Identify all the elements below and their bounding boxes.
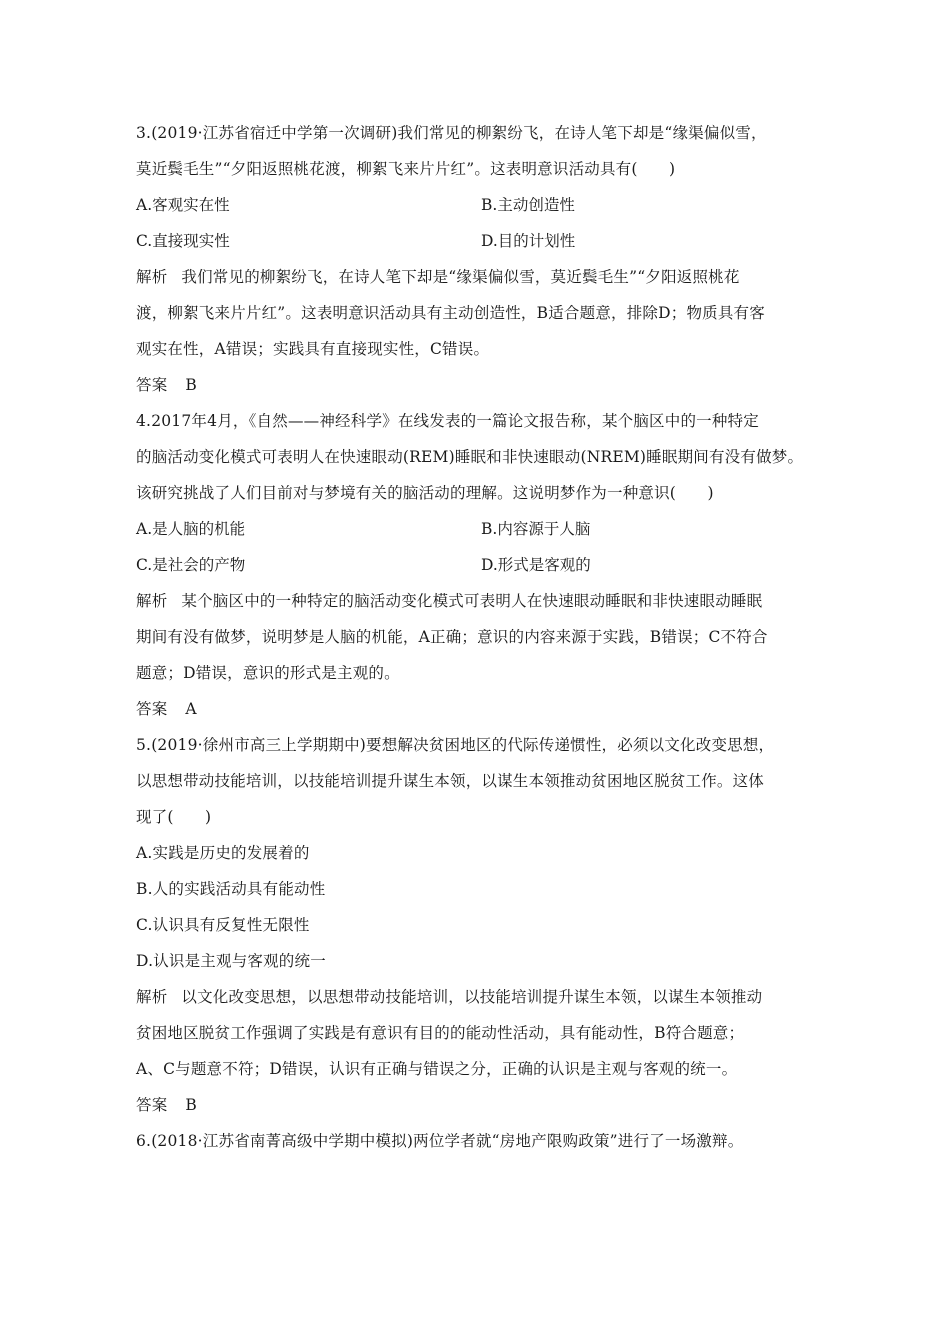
option-b: B.人的实践活动具有能动性	[136, 880, 326, 898]
analysis-label: 解析	[136, 268, 168, 286]
answer-label: 答案	[136, 700, 168, 718]
options-row	[136, 511, 826, 547]
option-c: C.认识具有反复性无限性	[136, 916, 310, 934]
answer-value: B	[185, 376, 197, 394]
analysis-line: A、C与题意不符；D错误，认识有正确与错误之分，正确的认识是主观与客观的统一。	[136, 1060, 738, 1078]
option-d: D.目的计划性	[481, 232, 576, 250]
answer-label: 答案	[136, 1096, 168, 1114]
analysis-line: 题意；D错误，意识的形式是主观的。	[136, 664, 400, 682]
analysis-text: 某个脑区中的一种特定的脑活动变化模式可表明人在快速眼动睡眠和非快速眼动睡眠	[181, 592, 763, 610]
analysis-line: 观实在性，A错误；实践具有直接现实性，C错误。	[136, 340, 490, 358]
option-d: D.形式是客观的	[481, 556, 591, 574]
analysis-line	[136, 259, 826, 295]
analysis-text: 以文化改变思想，以思想带动技能培训，以技能培训提升谋生本领，以谋生本领推动	[181, 988, 763, 1006]
analysis-label: 解析	[136, 988, 168, 1006]
question-stem-line: 该研究挑战了人们目前对与梦境有关的脑活动的理解。这说明梦作为一种意识( )	[136, 484, 714, 502]
question-6	[136, 1123, 826, 1159]
option-d: D.认识是主观与客观的统一	[136, 952, 326, 970]
option-c: C.直接现实性	[136, 232, 230, 250]
answer-label: 答案	[136, 376, 168, 394]
option-c: C.是社会的产物	[136, 556, 246, 574]
question-stem-line: 现了( )	[136, 808, 212, 826]
analysis-line: 渡，柳絮飞来片片红”。这表明意识活动具有主动创造性，B适合题意，排除D；物质具有客	[136, 304, 765, 322]
question-5	[136, 727, 826, 1123]
option-b: B.主动创造性	[481, 196, 575, 214]
options-row	[136, 223, 826, 259]
option-a: A.是人脑的机能	[136, 520, 246, 538]
analysis-label: 解析	[136, 592, 168, 610]
question-3	[136, 115, 826, 403]
document-page	[136, 115, 826, 1159]
option-b: B.内容源于人脑	[481, 520, 591, 538]
analysis-text: 我们常见的柳絮纷飞，在诗人笔下却是“缘渠偏似雪，莫近鬓毛生”“夕阳返照桃花	[181, 268, 740, 286]
answer-line	[136, 367, 826, 403]
answer-value: B	[185, 1096, 197, 1114]
analysis-line	[136, 979, 826, 1015]
question-4	[136, 403, 826, 727]
option-a: A.实践是历史的发展着的	[136, 844, 310, 862]
analysis-line: 贫困地区脱贫工作强调了实践是有意识有目的的能动性活动，具有能动性，B符合题意；	[136, 1024, 745, 1042]
question-stem-line: 的脑活动变化模式可表明人在快速眼动(REM)睡眠和非快速眼动(NREM)睡眠期间有没有做梦。	[136, 448, 804, 466]
question-stem-line: 6.(2018·江苏省南菁高级中学期中模拟)两位学者就“房地产限购政策”进行了一场激辩。	[136, 1132, 744, 1150]
question-stem-line: 莫近鬓毛生”“夕阳返照桃花渡，柳絮飞来片片红”。这表明意识活动具有( )	[136, 160, 676, 178]
question-stem-line: 以思想带动技能培训，以技能培训提升谋生本领，以谋生本领推动贫困地区脱贫工作。这体	[136, 772, 765, 790]
answer-value: A	[185, 700, 197, 718]
option-a: A.客观实在性	[136, 196, 230, 214]
question-stem-line: 4.2017年4月，《自然——神经科学》在线发表的一篇论文报告称，某个脑区中的一种特定	[136, 412, 759, 430]
question-stem-line: 5.(2019·徐州市高三上学期期中)要想解决贫困地区的代际传递惯性，必须以文化改变思想，	[136, 736, 775, 754]
question-stem-line: 3.(2019·江苏省宿迁中学第一次调研)我们常见的柳絮纷飞，在诗人笔下却是“缘渠偏似雪，	[136, 124, 767, 142]
options-row	[136, 187, 826, 223]
options-row	[136, 547, 826, 583]
analysis-line: 期间有没有做梦，说明梦是人脑的机能，A正确；意识的内容来源于实践，B错误；C不符合	[136, 628, 768, 646]
answer-line	[136, 691, 826, 727]
analysis-line	[136, 583, 826, 619]
answer-line	[136, 1087, 826, 1123]
